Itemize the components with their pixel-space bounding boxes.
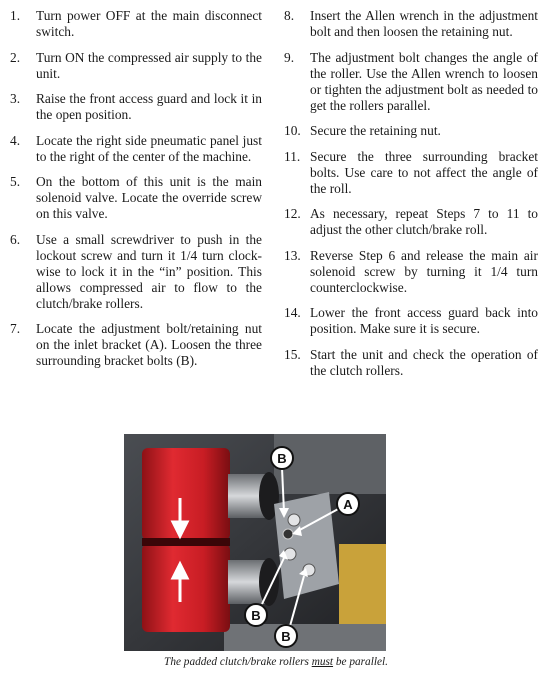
label-b-bottom [275,625,297,647]
step-15 [284,347,538,379]
step-number: 4. [10,132,21,148]
step-number: 2. [10,49,21,65]
step-number: 13. [284,247,301,263]
step-8 [284,8,538,40]
yellow-label [339,544,386,624]
steps-left-column [10,8,262,379]
step-3 [10,91,262,123]
step-number: 3. [10,91,21,106]
step-1 [10,8,262,40]
step-text: Secure the three surrounding bracket bolts. Use care to not affect the angle of the roll. [310,148,538,196]
step-number: 1. [10,8,21,23]
step-text: Lower the front access guard back into position. Make sure it is secure. [310,305,538,336]
roller-photo [124,434,386,651]
step-9 [284,50,538,114]
roller-gap [142,538,230,546]
step-number: 6. [10,231,21,247]
step-number: 7. [10,321,21,336]
lower-frame [224,624,386,651]
step-4 [10,133,262,165]
step-text: Turn power OFF at the main disconnect switch. [36,8,262,39]
lower-red-roller [142,544,230,632]
bracket-bolt [288,514,300,526]
step-13 [284,248,538,296]
lower-hub [259,558,279,606]
step-text: Insert the Allen wrench in the adjustment bolt and then loosen the retaining nut. [310,8,538,39]
label-b-left [245,604,267,626]
steps-right-column [284,8,538,388]
step-number: 14. [284,305,301,320]
label-a [337,493,359,515]
step-10 [284,123,538,139]
step-number: 5. [10,174,21,189]
step-number: 9. [284,49,295,65]
step-14 [284,305,538,337]
svg-text:A: A [343,497,353,512]
adjustment-bolt [283,529,293,539]
step-text: The adjustment bolt changes the angle of the roller. Use the Allen wrench to loosen or tighten the adjustment bolt as needed to get the rollers parallel. [310,49,538,113]
step-6 [10,232,262,312]
step-text: Reverse Step 6 and release the main air solenoid screw by turning it 1/4 turn counterclockwise. [310,247,538,295]
step-text: Start the unit and check the operation of the clutch rollers. [310,346,538,378]
step-number: 8. [284,8,295,23]
photo-caption [0,656,552,668]
step-text: As necessary, repeat Steps 7 to 11 to adjust the other clutch/brake roll. [310,206,538,237]
step-12 [284,206,538,238]
step-11 [284,149,538,197]
svg-text:B: B [277,451,287,466]
caption-text: The padded clutch/brake rollers [164,656,312,668]
caption-emphasis: must [311,656,334,668]
step-text: Raise the front access guard and lock it in the open position. [36,91,262,122]
step-number: 12. [284,206,301,221]
step-number: 15. [284,346,301,362]
step-text: Locate the adjustment bolt/retaining nut on the inlet bracket (A). Loosen the three surrounding bracket bolts (B). [36,321,262,368]
step-text: Locate the right side pneumatic panel just to the right of the center of the machine. [36,132,262,164]
label-b-top [271,447,293,469]
step-number: 11. [284,148,301,164]
step-text: On the bottom of this unit is the main solenoid valve. Locate the override screw on this valve. [36,174,262,221]
step-text: Turn ON the compressed air supply to the unit. [36,49,262,81]
step-7 [10,321,262,369]
svg-text:B: B [281,629,291,644]
step-text: Secure the retaining nut. [310,123,441,138]
step-5 [10,174,262,222]
step-number: 10. [284,123,301,138]
caption-text-end: be parallel. [333,656,388,668]
step-text: Use a small screwdriver to push in the lockout screw and turn it 1/4 turn clock-wise to lock it in the “in” position. This allows compressed air to flow to the clutch/brake rollers. [36,231,262,311]
step-2 [10,50,262,82]
svg-text:B: B [251,608,261,623]
